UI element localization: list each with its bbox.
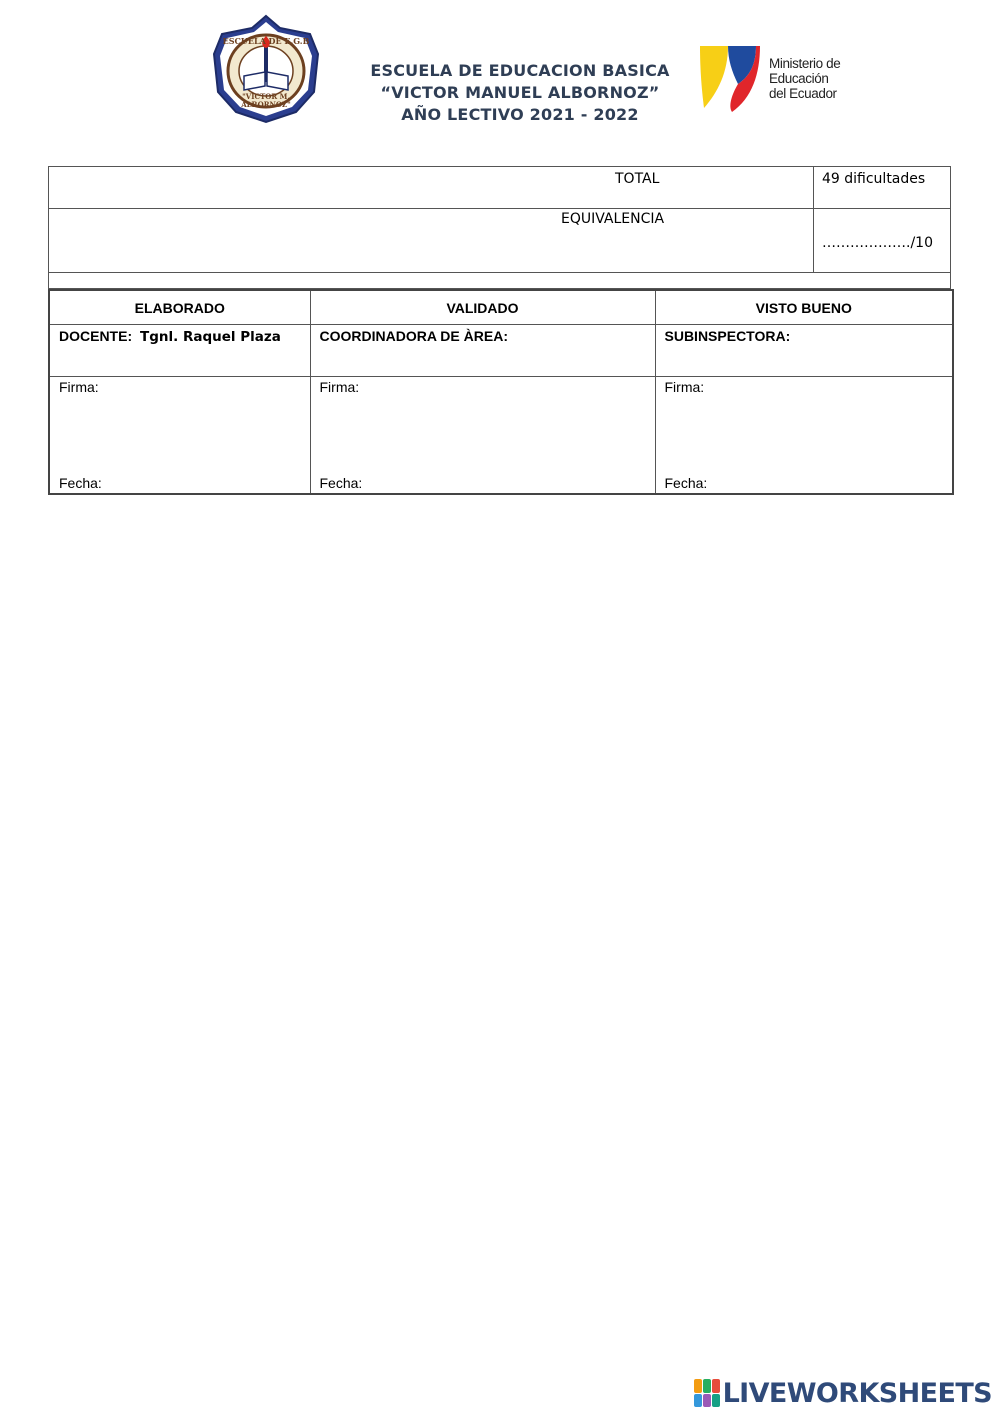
firma-cell-elaborado[interactable]	[49, 377, 310, 495]
school-logo	[210, 14, 322, 124]
school-name-line1: ESCUELA DE EDUCACION BASICA	[370, 61, 670, 80]
ministry-line3: del Ecuador	[769, 86, 837, 101]
fecha-label: Fecha:	[319, 475, 363, 491]
docente-label: DOCENTE:	[59, 328, 133, 344]
school-logo-bottom-text-1: "VICTOR M.	[242, 92, 290, 101]
subinspectora-label: SUBINSPECTORA:	[664, 328, 791, 344]
school-name-line2: “VICTOR MANUEL ALBORNOZ”	[380, 83, 660, 102]
docente-cell	[49, 325, 310, 377]
firma-label: Firma:	[319, 379, 360, 395]
col-header-elaborado: ELABORADO	[49, 290, 310, 325]
total-label: TOTAL	[615, 171, 660, 187]
liveworksheets-badge-icon	[694, 1379, 720, 1407]
school-year: AÑO LECTIVO 2021 - 2022	[401, 105, 639, 124]
subinspectora-cell[interactable]	[655, 325, 953, 377]
ministry-name	[769, 56, 840, 101]
liveworksheets-logo[interactable]	[694, 1376, 992, 1410]
signature-table	[48, 289, 954, 495]
school-logo-top-text: ESCUELA DE E.G.B	[222, 36, 310, 46]
col-header-visto-bueno: VISTO BUENO	[655, 290, 953, 325]
coordinadora-label: COORDINADORA DE ÀREA:	[319, 328, 508, 344]
liveworksheets-brand: LIVEWORKSHEETS	[722, 1377, 992, 1409]
score-spacer-row	[49, 273, 951, 289]
firma-label: Firma:	[664, 379, 705, 395]
firma-label: Firma:	[59, 379, 99, 395]
equivalencia-value[interactable]: ………………./10	[814, 209, 951, 273]
fecha-label: Fecha:	[664, 475, 708, 491]
equivalencia-label: EQUIVALENCIA	[561, 211, 665, 227]
ministry-line1: Ministerio de	[769, 56, 841, 71]
ministry-line2: Educación	[769, 71, 829, 86]
equivalencia-label-cell	[49, 209, 814, 273]
total-label-cell	[49, 167, 814, 209]
total-value[interactable]: 49 dificultades	[814, 167, 951, 209]
firma-cell-validado[interactable]	[310, 377, 655, 495]
fecha-label: Fecha:	[59, 475, 102, 491]
score-table	[48, 166, 951, 289]
coordinadora-cell[interactable]	[310, 325, 655, 377]
col-header-validado: VALIDADO	[310, 290, 655, 325]
school-header	[360, 60, 680, 126]
firma-cell-visto-bueno[interactable]	[655, 377, 953, 495]
school-logo-bottom-text-2: ALBORNOZ"	[241, 100, 291, 109]
docente-name: Tgnl. Raquel Plaza	[140, 329, 281, 345]
